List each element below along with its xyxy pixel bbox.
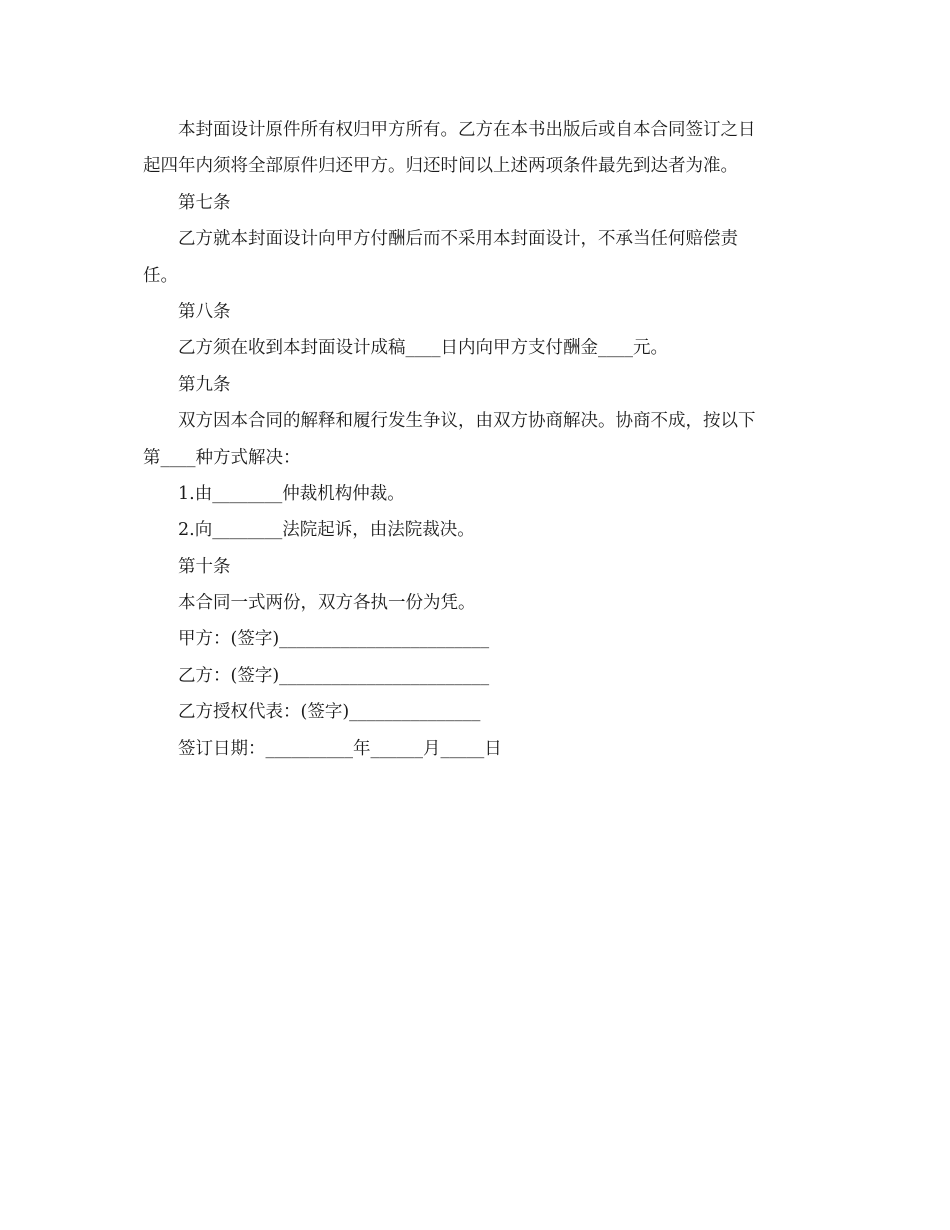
article-heading-8: 第八条: [178, 301, 231, 322]
paragraph-line: 任。: [143, 265, 178, 286]
paragraph-line: 第____种方式解决：: [143, 447, 301, 468]
contract-body: [143, 112, 808, 767]
article-heading-7: 第七条: [178, 192, 231, 213]
paragraph-line: 起四年内须将全部原件归还甲方。归还时间以上述两项条件最先到达者为准。: [143, 156, 738, 177]
article-heading-10: 第十条: [178, 556, 231, 577]
article-heading-9: 第九条: [178, 374, 231, 395]
party-a-signature-line: 甲方：(签字)________________________: [178, 629, 490, 650]
party-b-signature-line: 乙方：(签字)________________________: [178, 665, 490, 686]
paragraph-line: 乙方就本封面设计向甲方付酬后而不采用本封面设计，不承当任何赔偿责: [178, 229, 738, 250]
option-item-1: 1.由________仲裁机构仲裁。: [178, 483, 405, 504]
authorized-rep-signature-line: 乙方授权代表：(签字)_______________: [178, 702, 481, 723]
option-item-2: 2.向________法院起诉，由法院裁决。: [178, 520, 475, 541]
paragraph-line: 本合同一式两份，双方各执一份为凭。: [178, 593, 476, 614]
paragraph-line: 双方因本合同的解释和履行发生争议，由双方协商解决。协商不成，按以下: [178, 411, 756, 432]
paragraph-line: 本封面设计原件所有权归甲方所有。乙方在本书出版后或自本合同签订之日: [178, 120, 756, 140]
paragraph-line: 乙方须在收到本封面设计成稿____日内向甲方支付酬金____元。: [178, 338, 668, 359]
signing-date-line: 签订日期：__________年______月_____日: [178, 738, 502, 759]
